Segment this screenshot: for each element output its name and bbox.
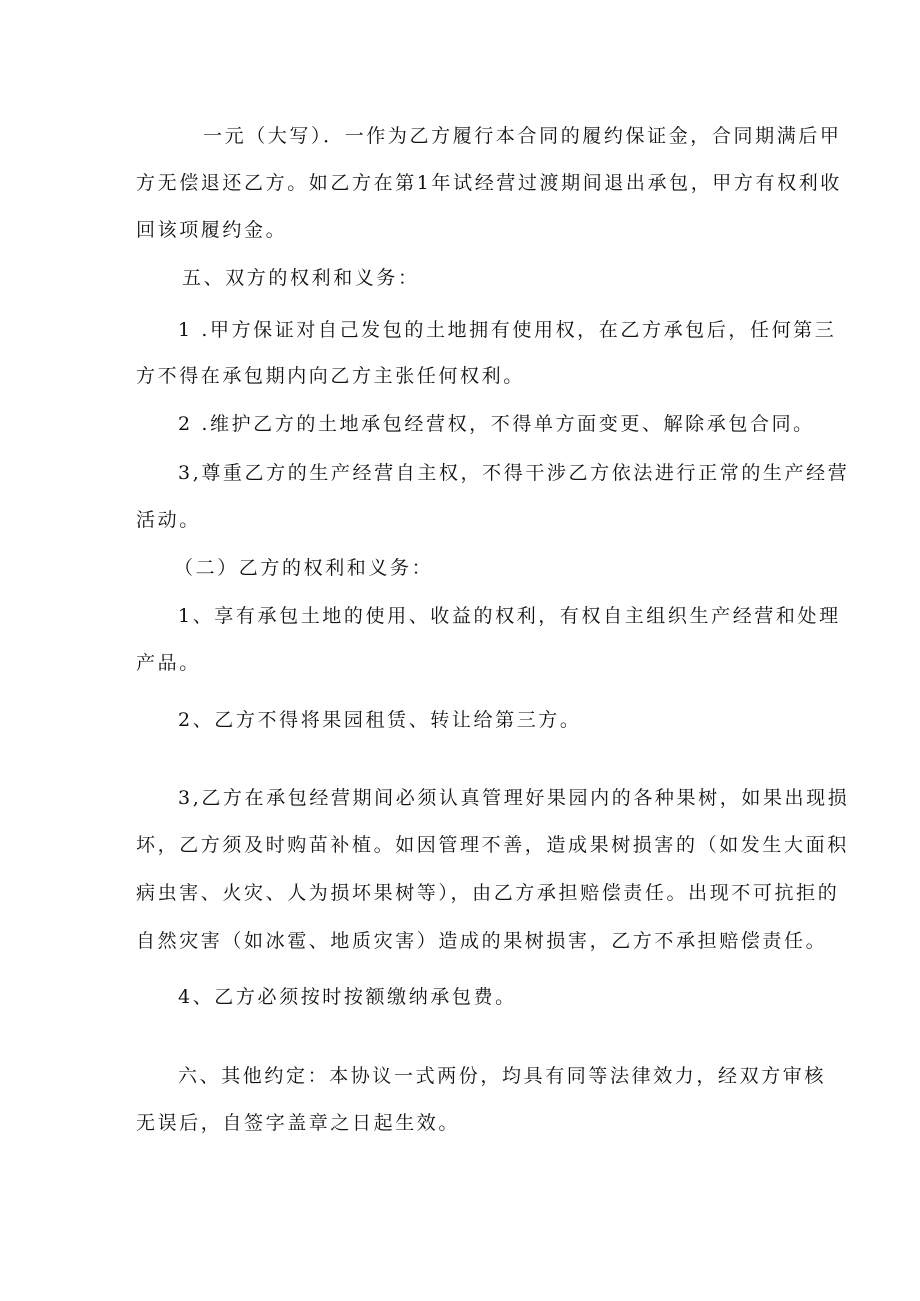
text-line-party-b-item3-4: 自然灾害（如冰雹、地质灾害）造成的果树损害，乙方不承担赔偿责任。 bbox=[136, 930, 828, 952]
text-line-party-b-item3-1: 3,乙方在承包经营期间必须认真管理好果园内的各种果树，如果出现损 bbox=[178, 787, 850, 809]
text-line-party-b-item2: 2、乙方不得将果园租赁、转让给第三方。 bbox=[178, 709, 582, 731]
text-line-party-a-item3-1: 3,尊重乙方的生产经营自主权，不得干涉乙方依法进行正常的生产经营 bbox=[178, 462, 850, 484]
text-line-party-b-item3-2: 坏，乙方须及时购苗补植。如因管理不善，造成果树损害的（如发生大面积 bbox=[136, 834, 849, 856]
section-heading-rights-obligations: 五、双方的权利和义务： bbox=[182, 267, 420, 289]
text-line-party-b-item3-3: 病虫害、火灾、人为损坏果树等），由乙方承担赔偿责任。出现不可抗拒的 bbox=[136, 882, 840, 904]
text-line-party-a-item3-2: 活动。 bbox=[136, 509, 201, 531]
text-line-party-b-item1-1: 1、享有承包土地的使用、收益的权利，有权自主组织生产经营和处理 bbox=[178, 605, 841, 627]
text-line-party-a-item1-1: 1 .甲方保证对自己发包的土地拥有使用权，在乙方承包后，任何第三 bbox=[178, 319, 837, 341]
text-line-deposit-1: 一元（大写）．一作为乙方履行本合同的履约保证金，合同期满后甲 bbox=[203, 125, 842, 147]
text-line-other-terms-2: 无误后，自签字盖章之日起生效。 bbox=[136, 1112, 461, 1134]
section-heading-party-b: （二）乙方的权利和义务： bbox=[174, 557, 434, 579]
text-line-party-b-item4: 4、乙方必须按时按额缴纳承包费。 bbox=[178, 986, 517, 1008]
section-heading-other-terms-1: 六、其他约定：本协议一式两份，均具有同等法律效力，经双方审核 bbox=[178, 1065, 827, 1087]
text-line-deposit-2: 方无偿退还乙方。如乙方在第1年试经营过渡期间退出承包，甲方有权利收 bbox=[136, 172, 842, 194]
text-line-party-a-item1-2: 方不得在承包期内向乙方主张任何权利。 bbox=[136, 365, 525, 387]
text-line-deposit-3: 回该项履约金。 bbox=[136, 219, 288, 241]
text-line-party-b-item1-2: 产品。 bbox=[136, 652, 201, 674]
text-line-party-a-item2: 2 .维护乙方的土地承包经营权，不得单方面变更、解除承包合同。 bbox=[178, 413, 815, 435]
